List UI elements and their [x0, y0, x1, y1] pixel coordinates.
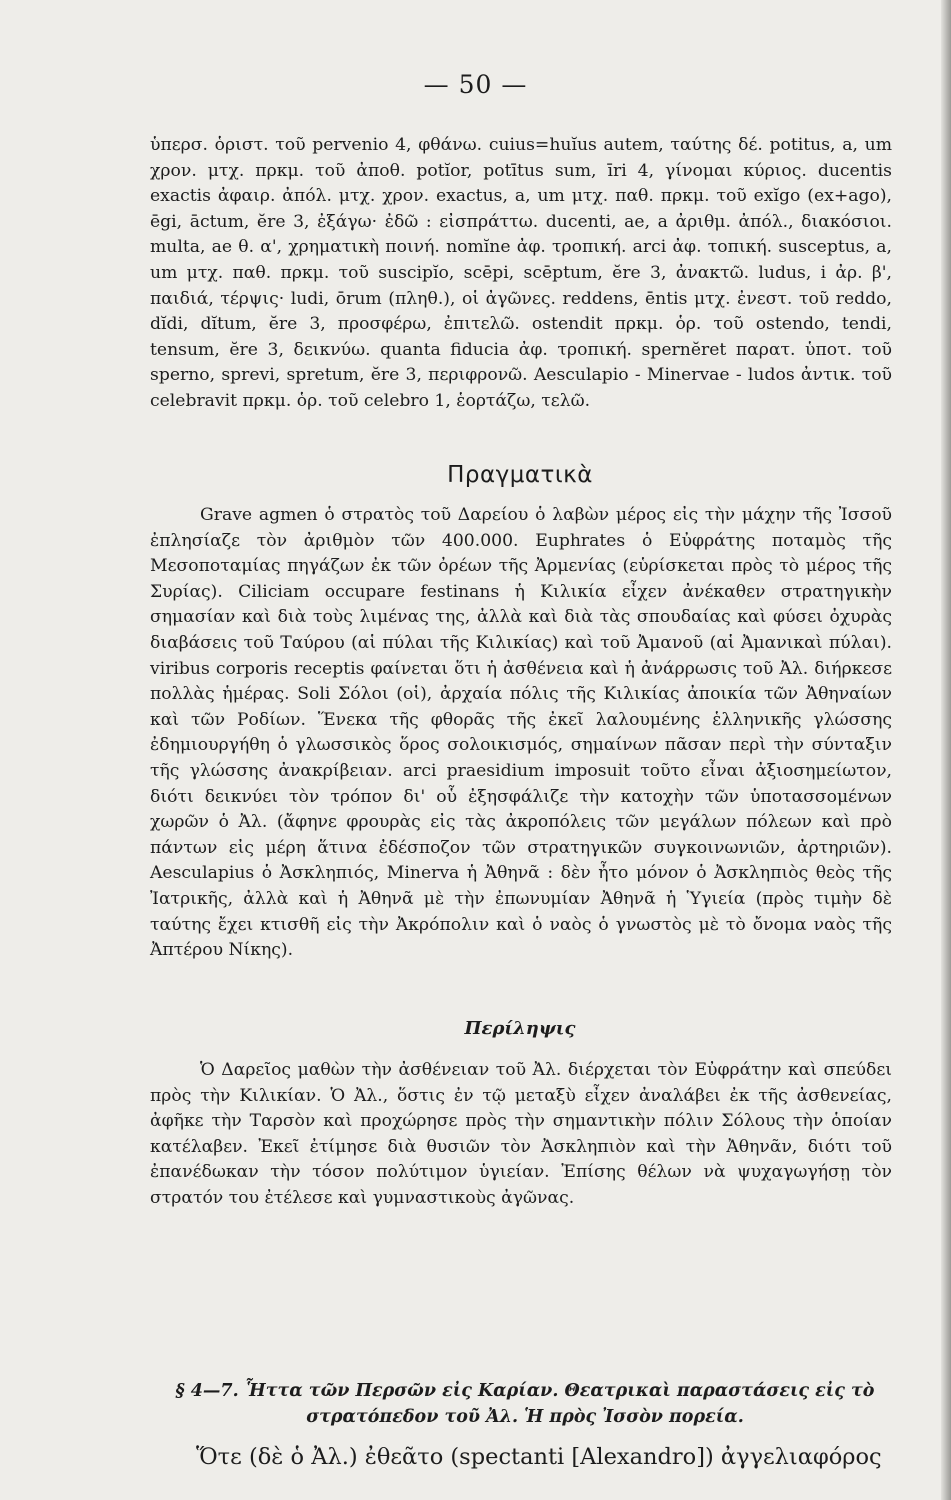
page-number: — 50 —: [423, 70, 528, 99]
facts-paragraph: Grave agmen ὁ στρατὸς τοῦ Δαρείου ὁ λαβὼν μέρος εἰς τὴν μάχην τῆς Ἰσσοῦ ἐπλησίαζε τὸν ἀριθμὸν τῶν 400.000. Euphrates ὁ Εὐφράτης ποταμὸς τῆς Μεσοποταμίας πηγάζων ἐκ τῶν ὀρέων τῆς Ἀρμενίας (εὑρίσκεται πρὸς τὸ μέρος τῆς Συρίας). Ciliciam occupare festinans ἡ Κιλικία εἶχεν ἀνέκαθεν στρατηγικὴν σημασίαν καὶ διὰ τοὺς λιμένας της, ἀλλὰ καὶ διὰ τὰς σπουδαίας καὶ φύσει ὀχυρὰς διαβάσεις τοῦ Ταύρου (αἱ πύλαι τῆς Κιλικίας) καὶ τοῦ Ἀμανοῦ (αἱ Ἀμανικαὶ πύλαι). viribus corporis receptis φαίνεται ὅτι ἡ ἀσθένεια καὶ ἡ ἀνάρρωσις τοῦ Ἀλ. διήρκεσε πολλὰς ἡμέρας. Soli Σόλοι (οἱ), ἀρχαία πόλις τῆς Κιλικίας ἀποικία τῶν Ἀθηναίων καὶ τῶν Ροδίων. Ἕνεκα τῆς φθορᾶς τῆς ἐκεῖ λαλουμένης ἑλληνικῆς γλώσσης ἐδημιουργήθη ὁ γλωσσικὸς ὅρος σολοικισμός, σημαίνων πᾶσαν περὶ τὴν σύνταξιν τῆς γλώσσης ἀνακρίβειαν. arci praesidium imposuit τοῦτο εἶναι ἀξιοσημείωτον, διότι δεικνύει τὸν τρόπον δι' οὗ ἐξησφάλιζε τὴν κατοχὴν τῶν ὑποτασσομένων χωρῶν ὁ Ἀλ. (ἄφηνε φρουρὰς εἰς τὰς ἀκροπόλεις τῶν μεγάλων πόλεων καὶ πρὸ πάντων εἰς μέρη ἅτινα ἐδέσποζον τῶν στρατηγικῶν συγκοινωνιῶν, ἀρτηριῶν). Aesculapius ὁ Ἀσκληπιός, Minerva ἡ Ἀθηνᾶ : δὲν ἦτο μόνον ὁ Ἀσκληπιὸς θεὸς τῆς Ἰατρικῆς, ἀλλὰ καὶ ἡ Ἀθηνᾶ μὲ τὴν ἐπωνυμίαν Ἀθηνᾶ ἡ Ὑγιεία (πρὸς τιμὴν δὲ ταύτης ἔχει κτισθῆ εἰς τὴν Ἀκρόπολιν καὶ ὁ ναὸς ὁ γνωστὸς μὲ τὸ ὄνομα ναὸς τῆς Ἀπτέρου Νίκης).: [150, 505, 892, 961]
chapter-heading: § 4—7. Ἧττα τῶν Περσῶν εἰς Καρίαν. Θεατρικαὶ παραστάσεις εἰς τὸ στρατόπεδον τοῦ Ἀλ. Ἡ πρὸς Ἰσσὸν πορεία.: [175, 1381, 875, 1427]
page-edge-shadow: [941, 0, 951, 1500]
summary-paragraph: Ὁ Δαρεῖος μαθὼν τὴν ἀσθένειαν τοῦ Ἀλ. διέρχεται τὸν Εὐφράτην καὶ σπεύδει πρὸς τὴν Κιλικίαν. Ὁ Ἀλ., ὅστις ἐν τῷ μεταξὺ εἶχεν ἀναλάβει ἐκ τῆς ἀσθενείας, ἀφῆκε τὴν Ταρσὸν καὶ προχώρησε πρὸς τὴν σημαντικὴν πόλιν Σόλους τὴν ὁποίαν κατέλαβεν. Ἐκεῖ ἐτίμησε διὰ θυσιῶν τὸν Ἀσκληπιὸν καὶ τὴν Ἀθηνᾶν, διότι τοῦ ἐπανέδωκαν τὴν τόσον πολύτιμον ὑγιείαν. Ἐπίσης θέλων νὰ ψυχαγωγήσῃ τὸν στρατόν του ἐτέλεσε καὶ γυμναστικοὺς ἀγῶνας.: [150, 1060, 892, 1208]
chapter-opening-line: Ὅτε (δὲ ὁ Ἀλ.) ἐθεᾶτο (spectanti [Alexandro]) ἀγγελιαφόρος: [196, 1444, 882, 1470]
glossary-paragraph: ὑπερσ. ὁριστ. τοῦ pervenio 4, φθάνω. cuius=huĭus autem, ταύτης δέ. potitus, a, um χρον. μτχ. πρκμ. τοῦ ἀποθ. potĭor, potītus sum, īri 4, γίνομαι κύριος. ducentis exactis ἀφαιρ. ἀπόλ. μτχ. χρον. exactus, a, um μτχ. παθ. πρκμ. τοῦ exĭgo (ex+ago), ēgi, āctum, ĕre 3, ἐξάγω· ἐδῶ : εἰσπράττω. ducenti, ae, a ἀριθμ. ἀπόλ., διακόσιοι. multa, ae θ. α', χρηματικὴ ποινή. nomĭne ἀφ. τροπική. arci ἀφ. τοπική. susceptus, a, um μτχ. παθ. πρκμ. τοῦ suscipĭo, scēpi, scēptum, ĕre 3, ἀνακτῶ. ludus, i ἀρ. β', παιδιά, τέρψις· ludi, ōrum (πληθ.), οἱ ἀγῶνες. reddens, ēntis μτχ. ἐνεστ. τοῦ reddo, dĭdi, dĭtum, ĕre 3, προσφέρω, ἐπιτελῶ. ostendit πρκμ. ὁρ. τοῦ ostendo, tendi, tensum, ĕre 3, δεικνύω. quanta fiducia ἀφ. τροπική. spernĕret παρατ. ὑποτ. τοῦ sperno, sprevi, spretum, ĕre 3, περιφρονῶ. Aesculapio - Minervae - ludos ἀντικ. τοῦ celebravit πρκμ. ὁρ. τοῦ celebro 1, ἑορτάζω, τελῶ.: [150, 135, 892, 411]
section-title-pragmatika: Πραγματικὰ: [447, 462, 593, 488]
summary-title: Περίληψις: [464, 1018, 576, 1039]
